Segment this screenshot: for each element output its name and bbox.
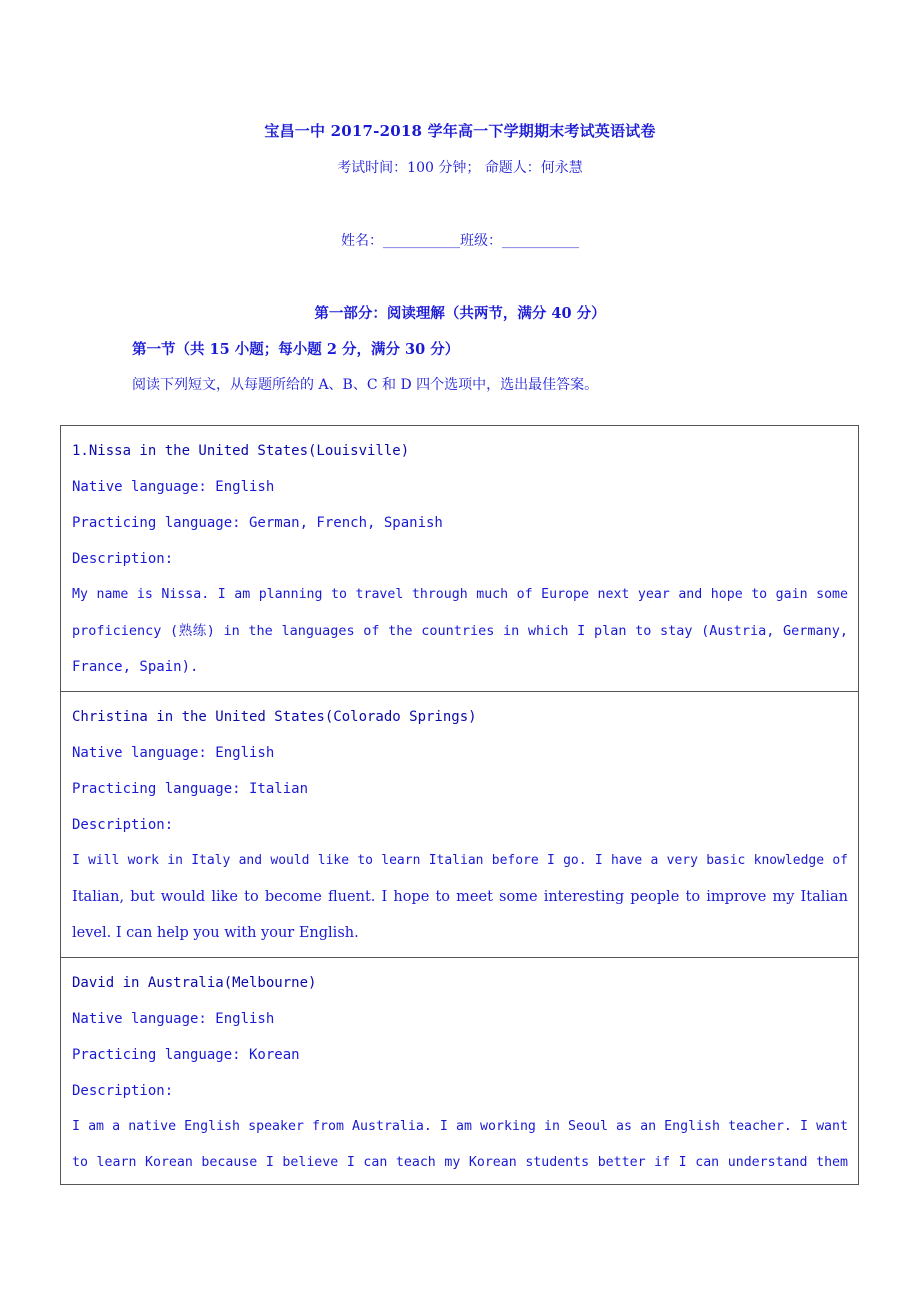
part-title: 第一部分：阅读理解（共两节，满分 40 分） — [314, 305, 606, 322]
description-label: Description: — [72, 1083, 174, 1099]
table-row — [61, 426, 858, 691]
description-line: France, Spain). — [72, 659, 199, 675]
section-instruction: 阅读下列短文，从每题所给的 A、B、C 和 D 四个选项中，选出最佳答案。 — [132, 377, 599, 393]
native-language: Native language: English — [72, 1011, 275, 1027]
section-title: 第一节（共 15 小题；每小题 2 分，满分 30 分） — [132, 341, 460, 358]
description-line: to learn Korean because I believe I can teach my Korean students better if I can understand them — [72, 1155, 848, 1170]
description-line: I will work in Italy and would like to learn Italian before I go. I have a very basic knowledge of — [72, 853, 848, 868]
entry-heading: Christina in the United States(Colorado Springs) — [72, 709, 477, 725]
reading-table — [60, 425, 859, 1185]
table-row — [61, 691, 858, 957]
exam-subtitle: 考试时间：100 分钟； 命题人：何永慧 — [337, 160, 583, 176]
practicing-language: Practicing language: German, French, Spanish — [72, 515, 443, 531]
practicing-language: Practicing language: Italian — [72, 781, 309, 797]
name-class-row: 姓名：___________班级：___________ — [341, 233, 579, 249]
description-line: My name is Nissa. I am planning to travel through much of Europe next year and hope to gain some — [72, 587, 848, 602]
native-language: Native language: English — [72, 745, 275, 761]
table-row — [61, 957, 858, 1185]
description-line: I am a native English speaker from Australia. I am working in Seoul as an English teacher. I want — [72, 1119, 848, 1134]
entry-heading: David in Australia(Melbourne) — [72, 975, 317, 991]
description-line: proficiency (熟练) in the languages of the countries in which I plan to stay (Austria, Germany, — [72, 623, 848, 639]
description-line: level. I can help you with your English. — [72, 925, 359, 941]
exam-title: 宝昌一中 2017-2018 学年高一下学期期末考试英语试卷 — [264, 122, 656, 140]
entry-heading: 1.Nissa in the United States(Louisville) — [72, 443, 410, 459]
description-label: Description: — [72, 551, 174, 567]
practicing-language: Practicing language: Korean — [72, 1047, 300, 1063]
native-language: Native language: English — [72, 479, 275, 495]
description-line: Italian, but would like to become fluent. I hope to meet some interesting people to improve my Italian — [72, 889, 848, 905]
description-label: Description: — [72, 817, 174, 833]
